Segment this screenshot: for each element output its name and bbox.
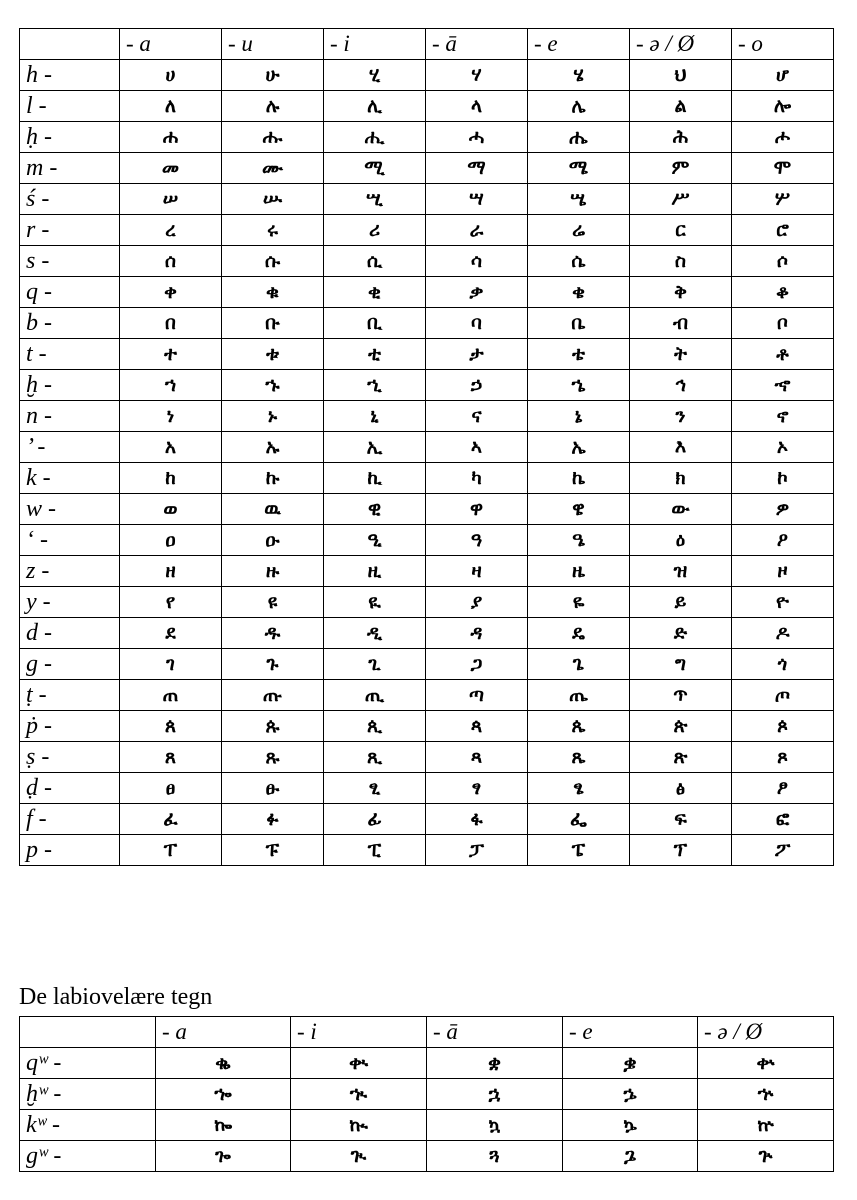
labiovelar-syllable-cell: ጕ [698, 1141, 834, 1172]
labiovelar-syllable-cell: ጔ [563, 1141, 698, 1172]
syllabary-syllable-cell: ሀ [120, 60, 222, 91]
syllabary-syllable-cell: ተ [120, 339, 222, 370]
labiovelar-title: De labiovelære tegn [19, 984, 213, 1010]
syllabary-syllable-cell: ኃ [426, 370, 528, 401]
syllabary-row-label: ‘ - [20, 525, 120, 556]
syllabary-row-label: s - [20, 246, 120, 277]
syllabary-row-label: ’ - [20, 432, 120, 463]
syllabary-syllable-cell: ጺ [324, 742, 426, 773]
syllabary-syllable-cell: ፀ [120, 773, 222, 804]
labiovelar-syllable-cell: ቍ [698, 1048, 834, 1079]
syllabary-syllable-cell: ሐ [120, 122, 222, 153]
syllabary-syllable-cell: ኀ [120, 370, 222, 401]
syllabary-row-label: d - [20, 618, 120, 649]
syllabary-syllable-cell: ቆ [732, 277, 834, 308]
syllabary-row-label: n - [20, 401, 120, 432]
syllabary-row [20, 463, 834, 494]
syllabary-header-cell: - u [222, 29, 324, 60]
syllabary-syllable-cell: ሑ [222, 122, 324, 153]
syllabary-syllable-cell: ሜ [528, 153, 630, 184]
syllabary-syllable-cell: ፅ [630, 773, 732, 804]
syllabary-row [20, 804, 834, 835]
syllabary-syllable-cell: ግ [630, 649, 732, 680]
syllabary-syllable-cell: ኅ [630, 370, 732, 401]
syllabary-syllable-cell: ዚ [324, 556, 426, 587]
syllabary-syllable-cell: ቂ [324, 277, 426, 308]
syllabary-syllable-cell: ጶ [732, 711, 834, 742]
labiovelar-syllable-cell: ጓ [427, 1141, 563, 1172]
syllabary-row-label: k - [20, 463, 120, 494]
syllabary-syllable-cell: ኄ [528, 370, 630, 401]
labiovelar-syllable-cell: ኴ [563, 1110, 698, 1141]
syllabary-syllable-cell: ሔ [528, 122, 630, 153]
syllabary-header-cell: - ā [426, 29, 528, 60]
syllabary-syllable-cell: ስ [630, 246, 732, 277]
syllabary-syllable-cell: ከ [120, 463, 222, 494]
syllabary-row-label: ṭ - [20, 680, 120, 711]
syllabary-syllable-cell: ፌ [528, 804, 630, 835]
syllabary-row [20, 277, 834, 308]
syllabary-syllable-cell: ሁ [222, 60, 324, 91]
syllabary-row [20, 649, 834, 680]
syllabary-syllable-cell: ዌ [528, 494, 630, 525]
syllabary-syllable-cell: ጌ [528, 649, 630, 680]
syllabary-syllable-cell: ጠ [120, 680, 222, 711]
syllabary-syllable-cell: ጤ [528, 680, 630, 711]
syllabary-syllable-cell: ድ [630, 618, 732, 649]
syllabary-syllable-cell: የ [120, 587, 222, 618]
labiovelar-syllable-cell: ቊ [291, 1048, 427, 1079]
syllabary-syllable-cell: ዜ [528, 556, 630, 587]
syllabary-syllable-cell: ዋ [426, 494, 528, 525]
syllabary-row [20, 339, 834, 370]
syllabary-syllable-cell: ዱ [222, 618, 324, 649]
syllabary-syllable-cell: ሢ [324, 184, 426, 215]
syllabary-syllable-cell: ሕ [630, 122, 732, 153]
syllabary-row [20, 215, 834, 246]
syllabary-syllable-cell: ቅ [630, 277, 732, 308]
labiovelar-row-label: ḫʷ - [20, 1079, 156, 1110]
syllabary-row-label: g - [20, 649, 120, 680]
syllabary-syllable-cell: ኮ [732, 463, 834, 494]
syllabary-syllable-cell: ፃ [426, 773, 528, 804]
syllabary-row-label: ṗ - [20, 711, 120, 742]
syllabary-syllable-cell: ፐ [120, 835, 222, 866]
syllabary-syllable-cell: ና [426, 401, 528, 432]
syllabary-syllable-cell: ጣ [426, 680, 528, 711]
syllabary-syllable-cell: ፑ [222, 835, 324, 866]
syllabary-syllable-cell: ሦ [732, 184, 834, 215]
syllabary-syllable-cell: ነ [120, 401, 222, 432]
syllabary-row-label: h - [20, 60, 120, 91]
syllabary-header-row [20, 29, 834, 60]
syllabary-syllable-cell: ቲ [324, 339, 426, 370]
syllabary-syllable-cell: ጰ [120, 711, 222, 742]
syllabary-syllable-cell: ሒ [324, 122, 426, 153]
syllabary-syllable-cell: ሩ [222, 215, 324, 246]
syllabary-syllable-cell: ኬ [528, 463, 630, 494]
syllabary-row-label: p - [20, 835, 120, 866]
syllabary-syllable-cell: ጱ [222, 711, 324, 742]
syllabary-syllable-cell: ሃ [426, 60, 528, 91]
labiovelar-syllable-cell: ጒ [291, 1141, 427, 1172]
syllabary-row-label: ḍ - [20, 773, 120, 804]
syllabary-syllable-cell: ይ [630, 587, 732, 618]
labiovelar-syllable-cell: ኳ [427, 1110, 563, 1141]
labiovelar-syllable-cell: ጐ [156, 1141, 291, 1172]
syllabary-syllable-cell: ሄ [528, 60, 630, 91]
syllabary-row-label: m - [20, 153, 120, 184]
syllabary-syllable-cell: ው [630, 494, 732, 525]
syllabary-syllable-cell: ሳ [426, 246, 528, 277]
syllabary-syllable-cell: ካ [426, 463, 528, 494]
syllabary-syllable-cell: ረ [120, 215, 222, 246]
syllabary-row [20, 525, 834, 556]
syllabary-syllable-cell: ቄ [528, 277, 630, 308]
syllabary-row [20, 91, 834, 122]
syllabary-syllable-cell: ቤ [528, 308, 630, 339]
syllabary-syllable-cell: ሤ [528, 184, 630, 215]
syllabary-syllable-cell: ኑ [222, 401, 324, 432]
syllabary-header-cell: - ə / Ø [630, 29, 732, 60]
syllabary-syllable-cell: ማ [426, 153, 528, 184]
syllabary-row [20, 680, 834, 711]
syllabary-row-label: ś - [20, 184, 120, 215]
syllabary-syllable-cell: ጦ [732, 680, 834, 711]
syllabary-row-label: b - [20, 308, 120, 339]
labiovelar-header-cell: - ə / Ø [698, 1017, 834, 1048]
syllabary-syllable-cell: ፓ [426, 835, 528, 866]
syllabary-syllable-cell: ን [630, 401, 732, 432]
syllabary-syllable-cell: ኣ [426, 432, 528, 463]
syllabary-syllable-cell: ዔ [528, 525, 630, 556]
syllabary-syllable-cell: ዞ [732, 556, 834, 587]
syllabary-syllable-cell: ዕ [630, 525, 732, 556]
syllabary-row-label: y - [20, 587, 120, 618]
syllabary-syllable-cell: ኢ [324, 432, 426, 463]
syllabary-row [20, 308, 834, 339]
syllabary-syllable-cell: ጊ [324, 649, 426, 680]
syllabary-syllable-cell: ዩ [222, 587, 324, 618]
syllabary-row [20, 556, 834, 587]
labiovelar-syllable-cell: ቈ [156, 1048, 291, 1079]
syllabary-syllable-cell: ጥ [630, 680, 732, 711]
labiovelar-row-label: qʷ - [20, 1048, 156, 1079]
syllabary-syllable-cell: ጳ [426, 711, 528, 742]
syllabary-row-label: t - [20, 339, 120, 370]
syllabary-syllable-cell: ዲ [324, 618, 426, 649]
syllabary-syllable-cell: ገ [120, 649, 222, 680]
syllabary-syllable-cell: ዎ [732, 494, 834, 525]
syllabary-syllable-cell: ፒ [324, 835, 426, 866]
syllabary-syllable-cell: ታ [426, 339, 528, 370]
syllabary-row [20, 835, 834, 866]
syllabary-row-label: f - [20, 804, 120, 835]
labiovelar-syllable-cell: ኍ [698, 1079, 834, 1110]
syllabary-syllable-cell: ኪ [324, 463, 426, 494]
syllabary-syllable-cell: ጵ [630, 711, 732, 742]
syllabary-syllable-cell: ጹ [222, 742, 324, 773]
syllabary-syllable-cell: ኩ [222, 463, 324, 494]
syllabary-row-label: l - [20, 91, 120, 122]
syllabary-syllable-cell: ዉ [222, 494, 324, 525]
syllabary-syllable-cell: ዬ [528, 587, 630, 618]
syllabary-row-label: ḥ - [20, 122, 120, 153]
labiovelar-syllable-cell: ኋ [427, 1079, 563, 1110]
syllabary-syllable-cell: ቶ [732, 339, 834, 370]
syllabary-syllable-cell: ዛ [426, 556, 528, 587]
syllabary-syllable-cell: ጎ [732, 649, 834, 680]
syllabary-syllable-cell: ሌ [528, 91, 630, 122]
syllabary-syllable-cell: ሪ [324, 215, 426, 246]
syllabary-syllable-cell: ወ [120, 494, 222, 525]
syllabary-syllable-cell: ብ [630, 308, 732, 339]
syllabary-syllable-cell: ቦ [732, 308, 834, 339]
syllabary-syllable-cell: ል [630, 91, 732, 122]
syllabary-syllable-cell: ፔ [528, 835, 630, 866]
syllabary-syllable-cell: ዐ [120, 525, 222, 556]
syllabary-syllable-cell: ፄ [528, 773, 630, 804]
syllabary-row [20, 401, 834, 432]
syllabary-row [20, 773, 834, 804]
labiovelar-table [19, 1016, 834, 1172]
syllabary-syllable-cell: ሎ [732, 91, 834, 122]
syllabary-syllable-cell: ሮ [732, 215, 834, 246]
syllabary-syllable-cell: ሚ [324, 153, 426, 184]
labiovelar-syllable-cell: ኰ [156, 1110, 291, 1141]
syllabary-row [20, 184, 834, 215]
syllabary-syllable-cell: ዊ [324, 494, 426, 525]
labiovelar-row-label: kʷ - [20, 1110, 156, 1141]
syllabary-syllable-cell: ጲ [324, 711, 426, 742]
labiovelar-header-cell: - i [291, 1017, 427, 1048]
syllabary-syllable-cell: ፁ [222, 773, 324, 804]
syllabary-header-cell: - e [528, 29, 630, 60]
syllabary-syllable-cell: በ [120, 308, 222, 339]
syllabary-syllable-cell: ክ [630, 463, 732, 494]
syllabary-syllable-cell: ቱ [222, 339, 324, 370]
labiovelar-syllable-cell: ኲ [291, 1110, 427, 1141]
syllabary-syllable-cell: ፆ [732, 773, 834, 804]
syllabary-syllable-cell: ቴ [528, 339, 630, 370]
labiovelar-syllable-cell: ኈ [156, 1079, 291, 1110]
syllabary-syllable-cell: ራ [426, 215, 528, 246]
syllabary-syllable-cell: ሥ [630, 184, 732, 215]
syllabary-syllable-cell: ደ [120, 618, 222, 649]
syllabary-syllable-cell: ኤ [528, 432, 630, 463]
syllabary-syllable-cell: ዙ [222, 556, 324, 587]
syllabary-syllable-cell: ቡ [222, 308, 324, 339]
syllabary-syllable-cell: ሣ [426, 184, 528, 215]
labiovelar-syllable-cell: ኌ [563, 1079, 698, 1110]
syllabary-row [20, 60, 834, 91]
labiovelar-row [20, 1048, 834, 1079]
labiovelar-row-label: gʷ - [20, 1141, 156, 1172]
syllabary-row [20, 742, 834, 773]
syllabary-syllable-cell: ህ [630, 60, 732, 91]
syllabary-syllable-cell: ፋ [426, 804, 528, 835]
labiovelar-header-cell: - a [156, 1017, 291, 1048]
syllabary-syllable-cell: ሆ [732, 60, 834, 91]
labiovelar-row [20, 1079, 834, 1110]
syllabary-row-label: q - [20, 277, 120, 308]
syllabary-syllable-cell: ኡ [222, 432, 324, 463]
labiovelar-syllable-cell: ቌ [563, 1048, 698, 1079]
syllabary-syllable-cell: ላ [426, 91, 528, 122]
labiovelar-header-cell: - e [563, 1017, 698, 1048]
syllabary-syllable-cell: ፍ [630, 804, 732, 835]
syllabary-syllable-cell: ዒ [324, 525, 426, 556]
syllabary-row [20, 153, 834, 184]
syllabary-syllable-cell: ባ [426, 308, 528, 339]
syllabary-syllable-cell: ኆ [732, 370, 834, 401]
syllabary-syllable-cell: ሓ [426, 122, 528, 153]
labiovelar-syllable-cell: ኵ [698, 1110, 834, 1141]
syllabary-syllable-cell: መ [120, 153, 222, 184]
syllabary-syllable-cell: ኔ [528, 401, 630, 432]
syllabary-syllable-cell: ሠ [120, 184, 222, 215]
syllabary-row [20, 370, 834, 401]
syllabary-syllable-cell: ጸ [120, 742, 222, 773]
syllabary-syllable-cell: ኖ [732, 401, 834, 432]
syllabary-syllable-cell: ፎ [732, 804, 834, 835]
syllabary-syllable-cell: ሂ [324, 60, 426, 91]
syllabary-syllable-cell: ጉ [222, 649, 324, 680]
syllabary-row [20, 432, 834, 463]
syllabary-syllable-cell: ት [630, 339, 732, 370]
syllabary-row-label: ṣ - [20, 742, 120, 773]
syllabary-syllable-cell: ፖ [732, 835, 834, 866]
syllabary-syllable-cell: ኂ [324, 370, 426, 401]
syllabary-row [20, 711, 834, 742]
syllabary-syllable-cell: ፂ [324, 773, 426, 804]
syllabary-syllable-cell: ሲ [324, 246, 426, 277]
syllabary-syllable-cell: ሖ [732, 122, 834, 153]
syllabary-header-cell: - o [732, 29, 834, 60]
syllabary-syllable-cell: ዘ [120, 556, 222, 587]
labiovelar-header-cell [20, 1017, 156, 1048]
syllabary-syllable-cell: ሡ [222, 184, 324, 215]
labiovelar-syllable-cell: ቋ [427, 1048, 563, 1079]
syllabary-syllable-cell: ፈ [120, 804, 222, 835]
syllabary-syllable-cell: ሊ [324, 91, 426, 122]
syllabary-row-label: w - [20, 494, 120, 525]
syllabary-syllable-cell: ጾ [732, 742, 834, 773]
syllabary-syllable-cell: ጋ [426, 649, 528, 680]
syllabary-syllable-cell: ፊ [324, 804, 426, 835]
syllabary-syllable-cell: ፕ [630, 835, 732, 866]
syllabary-syllable-cell: ም [630, 153, 732, 184]
syllabary-syllable-cell: ሬ [528, 215, 630, 246]
syllabary-syllable-cell: ዮ [732, 587, 834, 618]
syllabary-table [19, 28, 834, 866]
syllabary-syllable-cell: ዪ [324, 587, 426, 618]
syllabary-syllable-cell: ለ [120, 91, 222, 122]
labiovelar-syllable-cell: ኊ [291, 1079, 427, 1110]
syllabary-syllable-cell: ሞ [732, 153, 834, 184]
syllabary-row [20, 246, 834, 277]
syllabary-syllable-cell: ጼ [528, 742, 630, 773]
syllabary-syllable-cell: ፉ [222, 804, 324, 835]
syllabary-header-cell: - a [120, 29, 222, 60]
syllabary-row-label: r - [20, 215, 120, 246]
syllabary-syllable-cell: ኒ [324, 401, 426, 432]
syllabary-syllable-cell: ዶ [732, 618, 834, 649]
syllabary-syllable-cell: እ [630, 432, 732, 463]
syllabary-syllable-cell: ጻ [426, 742, 528, 773]
syllabary-syllable-cell: ቁ [222, 277, 324, 308]
syllabary-syllable-cell: ር [630, 215, 732, 246]
syllabary-syllable-cell: ሰ [120, 246, 222, 277]
syllabary-syllable-cell: ጢ [324, 680, 426, 711]
syllabary-header-cell [20, 29, 120, 60]
syllabary-syllable-cell: ኁ [222, 370, 324, 401]
labiovelar-row [20, 1141, 834, 1172]
syllabary-row [20, 494, 834, 525]
syllabary-syllable-cell: ሴ [528, 246, 630, 277]
syllabary-syllable-cell: ዝ [630, 556, 732, 587]
syllabary-syllable-cell: ዴ [528, 618, 630, 649]
syllabary-syllable-cell: ዖ [732, 525, 834, 556]
syllabary-syllable-cell: ሙ [222, 153, 324, 184]
syllabary-syllable-cell: ጴ [528, 711, 630, 742]
syllabary-syllable-cell: ዳ [426, 618, 528, 649]
syllabary-syllable-cell: ቀ [120, 277, 222, 308]
syllabary-syllable-cell: ኦ [732, 432, 834, 463]
syllabary-row-label: z - [20, 556, 120, 587]
labiovelar-header-row [20, 1017, 834, 1048]
syllabary-row [20, 618, 834, 649]
labiovelar-header-cell: - ā [427, 1017, 563, 1048]
syllabary-row-label: ḫ - [20, 370, 120, 401]
syllabary-syllable-cell: ዓ [426, 525, 528, 556]
labiovelar-row [20, 1110, 834, 1141]
syllabary-row [20, 587, 834, 618]
syllabary-syllable-cell: ጡ [222, 680, 324, 711]
syllabary-syllable-cell: ሉ [222, 91, 324, 122]
syllabary-syllable-cell: ሱ [222, 246, 324, 277]
syllabary-header-cell: - i [324, 29, 426, 60]
syllabary-syllable-cell: ቃ [426, 277, 528, 308]
syllabary-syllable-cell: ጽ [630, 742, 732, 773]
syllabary-syllable-cell: ሶ [732, 246, 834, 277]
syllabary-syllable-cell: ቢ [324, 308, 426, 339]
syllabary-syllable-cell: አ [120, 432, 222, 463]
syllabary-syllable-cell: ያ [426, 587, 528, 618]
syllabary-syllable-cell: ዑ [222, 525, 324, 556]
syllabary-row [20, 122, 834, 153]
